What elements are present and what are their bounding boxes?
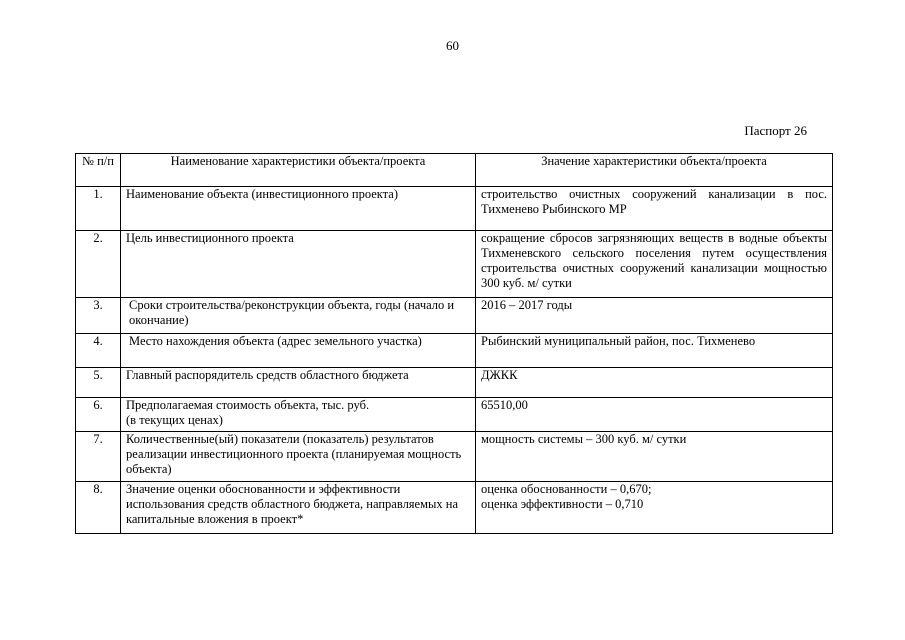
- passport-table: [75, 153, 833, 534]
- table-row: [76, 432, 833, 482]
- row-value: [476, 482, 833, 534]
- row-value: Рыбинский муниципальный район, пос. Тихменево: [476, 334, 833, 368]
- row-name: Количественные(ый) показатели (показатель) результатов реализации инвестиционного проекта (планируемая мощность объекта): [121, 432, 476, 482]
- row-name-line: Предполагаемая стоимость объекта, тыс. руб.: [126, 398, 370, 412]
- row-value: ДЖКК: [476, 368, 833, 398]
- row-num: 5.: [76, 368, 121, 398]
- header-name: Наименование характеристики объекта/проекта: [121, 154, 476, 187]
- row-name: Цель инвестиционного проекта: [121, 231, 476, 298]
- row-name: Место нахождения объекта (адрес земельного участка): [121, 334, 476, 368]
- row-num: 8.: [76, 482, 121, 534]
- row-num: 2.: [76, 231, 121, 298]
- row-value: мощность системы – 300 куб. м/ сутки: [476, 432, 833, 482]
- row-num: 7.: [76, 432, 121, 482]
- row-name: Сроки строительства/реконструкции объекта, годы (начало и окончание): [121, 298, 476, 334]
- row-value-line: оценка обоснованности – 0,670;: [481, 482, 652, 496]
- table-row: [76, 398, 833, 432]
- row-value: строительство очистных сооружений канализации в пос. Тихменево Рыбинского МР: [476, 187, 833, 231]
- row-num: 1.: [76, 187, 121, 231]
- header-num: № п/п: [76, 154, 121, 187]
- table-row: [76, 334, 833, 368]
- table-row: [76, 187, 833, 231]
- passport-label: Паспорт 26: [744, 123, 807, 138]
- row-name: Главный распорядитель средств областного бюджета: [121, 368, 476, 398]
- table-row: [76, 368, 833, 398]
- page-number: 60: [446, 38, 459, 53]
- table-row: [76, 482, 833, 534]
- table-row: [76, 298, 833, 334]
- table-row: [76, 231, 833, 298]
- header-value: Значение характеристики объекта/проекта: [476, 154, 833, 187]
- row-name: Значение оценки обоснованности и эффективности использования средств областного бюджета, направляемых на капитальные вложения в проект*: [121, 482, 476, 534]
- row-value-line: оценка эффективности – 0,710: [481, 497, 644, 511]
- row-name-line: (в текущих ценах): [126, 413, 223, 427]
- row-value: сокращение сбросов загрязняющих веществ в водные объекты Тихменевского сельского поселения путем осуществления строительства очистных сооружений канализации мощностью 300 куб. м/ сутки: [476, 231, 833, 298]
- table-header-row: [76, 154, 833, 187]
- row-num: 6.: [76, 398, 121, 432]
- row-name: Наименование объекта (инвестиционного проекта): [121, 187, 476, 231]
- row-name: [121, 398, 476, 432]
- row-value: 65510,00: [476, 398, 833, 432]
- row-num: 4.: [76, 334, 121, 368]
- row-value: 2016 – 2017 годы: [476, 298, 833, 334]
- row-num: 3.: [76, 298, 121, 334]
